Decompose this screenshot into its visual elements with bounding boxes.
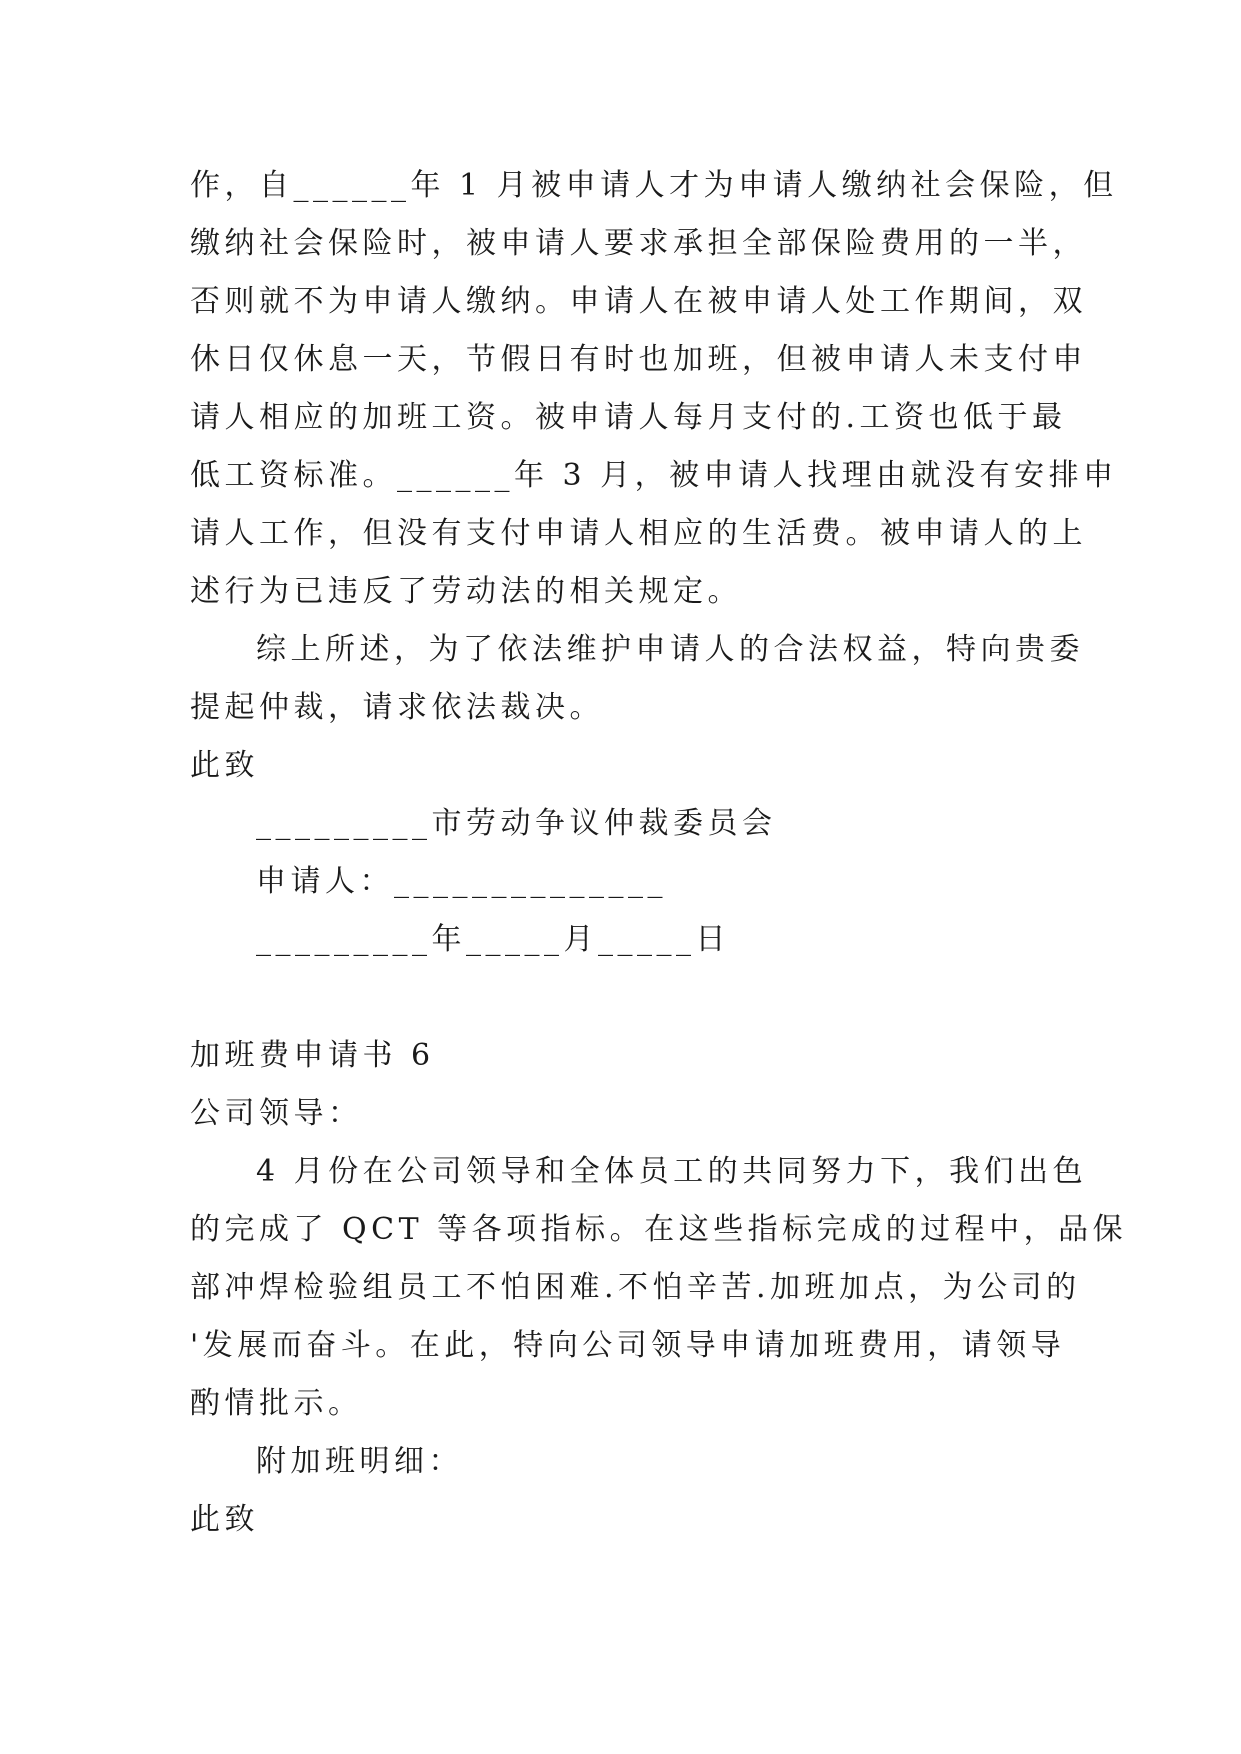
paragraph-line: 作，自______年 1 月被申请人才为申请人缴纳社会保险，但 (190, 168, 1118, 203)
paragraph-line: 休日仅休息一天，节假日有时也加班，但被申请人未支付申 (190, 342, 1087, 377)
salutation: 此致 (190, 748, 259, 783)
paragraph-line: 请人相应的加班工资。被申请人每月支付的.工资也低于最 (190, 400, 1067, 435)
paragraph-line: 提起仲裁，请求依法裁决。 (190, 690, 604, 725)
paragraph-line: 综上所述，为了依法维护申请人的合法权益，特向贵委 (256, 632, 1084, 667)
paragraph-line: 低工资标准。______年 3 月，被申请人找理由就没有安排申 (190, 458, 1118, 493)
salutation: 此致 (190, 1502, 259, 1537)
paragraph-line: 酌情批示。 (190, 1386, 363, 1421)
paragraph-line: '发展而奋斗。在此，特向公司领导申请加班费用，请领导 (190, 1328, 1066, 1363)
paragraph-line: 的完成了 QCT 等各项指标。在这些指标完成的过程中，品保 (190, 1212, 1128, 1247)
applicant-line: 申请人：______________ (256, 864, 667, 899)
addressee: 公司领导： (190, 1096, 363, 1131)
attachment-line: 附加班明细： (256, 1444, 463, 1479)
paragraph-line: 缴纳社会保险时，被申请人要求承担全部保险费用的一半， (190, 226, 1087, 261)
recipient-line: _________市劳动争议仲裁委员会 (256, 806, 777, 841)
paragraph-line: 部冲焊检验组员工不怕困难.不怕辛苦.加班加点，为公司的 (190, 1270, 1081, 1305)
section-title: 加班费申请书 6 (190, 1038, 435, 1073)
paragraph-line: 述行为已违反了劳动法的相关规定。 (190, 574, 742, 609)
date-line: _________年_____月_____日 (256, 922, 730, 957)
paragraph-line: 4 月份在公司领导和全体员工的共同努力下，我们出色 (256, 1154, 1088, 1189)
paragraph-line: 否则就不为申请人缴纳。申请人在被申请人处工作期间，双 (190, 284, 1087, 319)
paragraph-line: 请人工作，但没有支付申请人相应的生活费。被申请人的上 (190, 516, 1087, 551)
